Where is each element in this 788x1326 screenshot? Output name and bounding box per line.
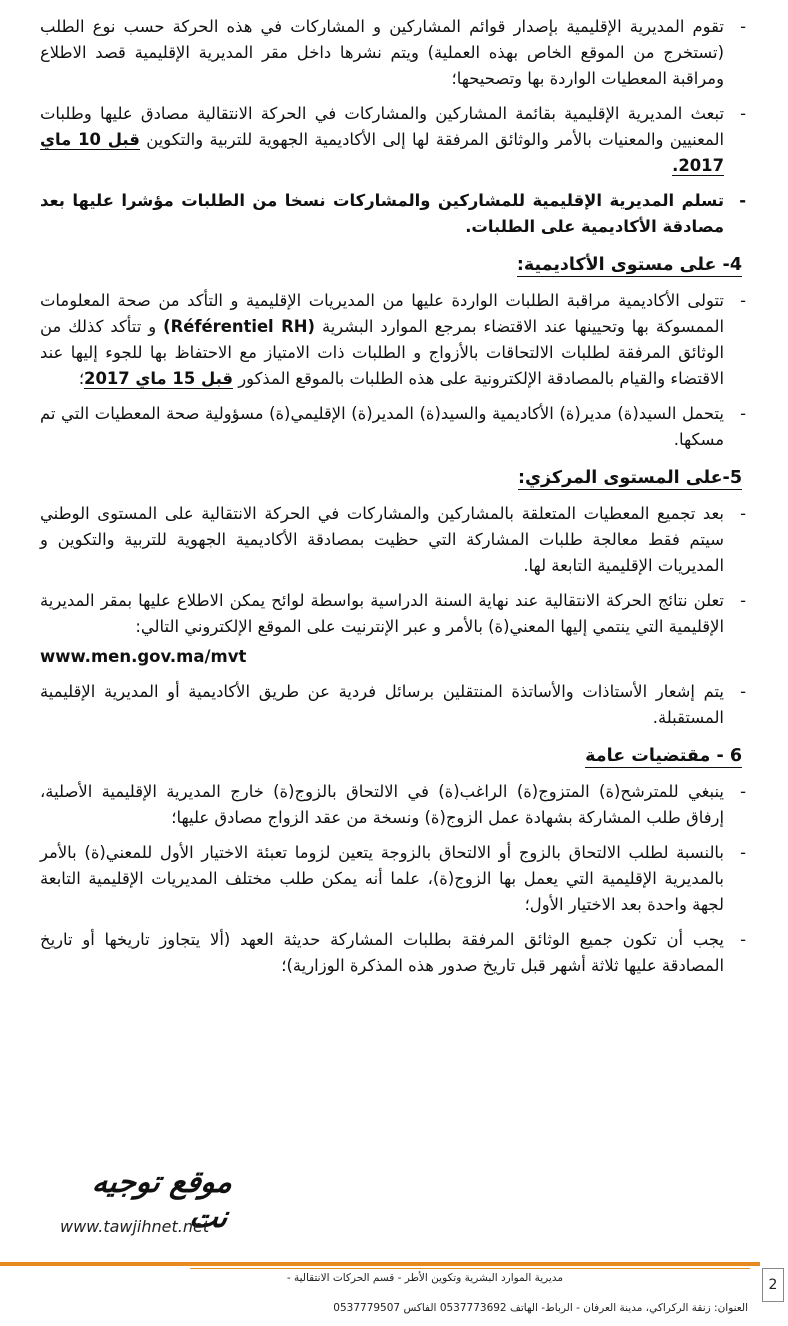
list-item: - تسلم المديرية الإقليمية للمشاركين والمشاركات نسخا من الطلبات مؤشرا عليها بعد مصادقة الأكاديمية على الطلبات. [40, 191, 746, 236]
results-url[interactable]: www.men.gov.ma/mvt [40, 647, 247, 666]
list-item: - يتم إشعار الأستاذات والأساتذة المنتقلين برسائل فردية عن طريق الأكاديمية أو المديرية الإقليمية المستقبلة. [40, 682, 746, 727]
watermark-arabic: موقع توجيه نت [90, 1165, 235, 1235]
footer-divider-thin [190, 1268, 750, 1269]
list-item: - يجب أن تكون جميع الوثائق المرفقة بطلبات المشاركة حديثة العهد (ألا يتجاوز تاريخها أو تاريخ المصادقة عليها ثلاثة أشهر قبل تاريخ صدور هذه المذكرة الوزارية)؛ [40, 930, 746, 975]
section-heading-6: 6 - مقتضيات عامة [585, 746, 742, 766]
list-item: - تعلن نتائج الحركة الانتقالية عند نهاية السنة الدراسية بواسطة لوائح يمكن الاطلاع عليها بمقر المديرية الإقليمية التي ينتمي إليها المعني(ة) بالأمر و عبر الإنترنيت على الموقع الإلكتروني التالي: [40, 591, 746, 636]
list-item: - يتحمل السيد(ة) مدير(ة) الأكاديمية والسيد(ة) المدير(ة) الإقليمي(ة) مسؤولية صحة المعطيات التي تم مسكها. [40, 404, 746, 449]
deadline-date: قبل 15 ماي 2017 [84, 369, 233, 388]
list-item: - بالنسبة لطلب الالتحاق بالزوج أو الالتحاق بالزوجة يتعين لزوما تعبئة الاختيار الأول للمعني(ة) بالأمر بالمديرية الإقليمية التي يعمل بها الزوج(ة)، علما أنه يمكن طلب مختلف المديريات الإقليمية التابعة لجهة واحدة بعد الاختيار الأول؛ [40, 843, 746, 914]
section-heading-4: 4- على مستوى الأكاديمية: [516, 255, 742, 275]
list-item: - ينبغي للمترشح(ة) المتزوج(ة) الراغب(ة) في الالتحاق بالزوج(ة) خارج المديرية الإقليمية الأصلية، إرفاق طلب المشاركة بشهادة عمل الزوج(ة) ونسخة من عقد الزواج مصادق عليها؛ [40, 782, 746, 827]
footer-department: مديرية الموارد البشرية وتكوين الأطر - قسم الحركات الانتقالية - [286, 1272, 563, 1284]
footer-address: العنوان: زنقة الركراكي، مدينة العرفان - الرباط- الهاتف 0537773692 الفاكس 0537779507 [333, 1302, 748, 1314]
list-item: - تبعث المديرية الإقليمية بقائمة المشاركين والمشاركات في الحركة الانتقالية مصادق عليها وطلبات المعنيين والمعنيات بالأمر والوثائق المرفقة لها إلى الأكاديمية الجهوية للتربية والتكوين قبل 10 ماي 2017. [40, 104, 746, 175]
list-item: - تتولى الأكاديمية مراقبة الطلبات الواردة عليها من المديريات الإقليمية و التأكد من صحة المعلومات الممسوكة بها وتحيينها عند الاقتضاء بمرجع الموارد البشرية (Référentiel RH) و تتأكد كذلك من الوثائق المرفقة لطلبات الالتحاقات بالأزواج و الطلبات ذات الامتياز مع الاحتفاظ بها للجوء إليها عند الاقتضاء والقيام بالمصادقة الإلكترونية على هذه الطلبات بالموقع المذكور قبل 15 ماي 2017؛ [40, 291, 746, 388]
deadline-date: قبل 10 ماي 2017. [40, 130, 724, 175]
footer-divider [0, 1262, 760, 1266]
site-watermark [50, 1165, 235, 1255]
list-item: - تقوم المديرية الإقليمية بإصدار قوائم المشاركين و المشاركات في هذه الحركة حسب نوع الطلب (تستخرج من الموقع الخاص بهذه العملية) ويتم نشرها داخل مقر المديرية الإقليمية قصد الاطلاع ومراقبة المعطيات الواردة بها وتصحيحها؛ [40, 17, 746, 88]
page-number: 2 [762, 1268, 784, 1302]
section-heading-5: 5-على المستوى المركزي: [518, 468, 742, 488]
watermark-url: www.tawjihnet.net [60, 1217, 210, 1236]
referentiel-label: (Référentiel RH) [163, 317, 315, 336]
document-body [40, 14, 746, 988]
list-item: - بعد تجميع المعطيات المتعلقة بالمشاركين والمشاركات في الحركة الانتقالية على المستوى الوطني سيتم فقط معالجة طلبات المشاركة التي حظيت بمصادقة الأكاديمية الجهوية للتربية والتكوين و المديريات الإقليمية التابعة لها. [40, 504, 746, 575]
